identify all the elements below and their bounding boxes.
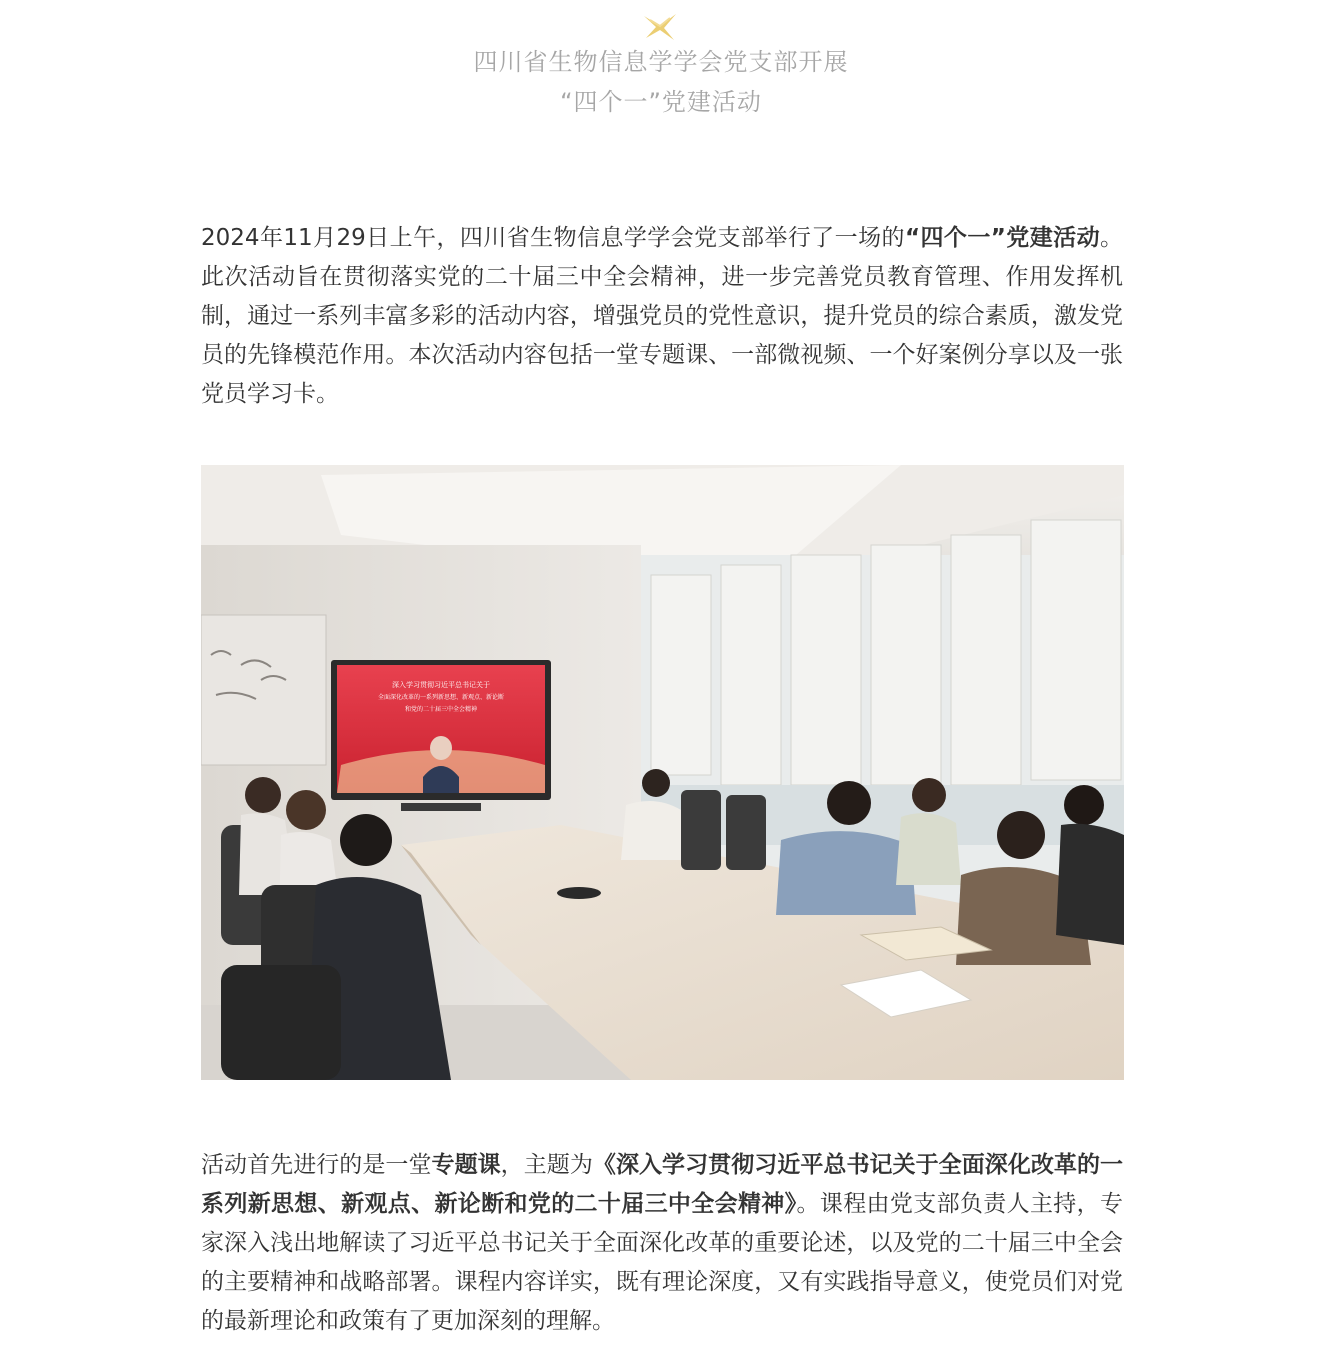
screen-line2: 全面深化改革的一系列新思想、新观点、新论断 <box>377 694 505 701</box>
course-part3: 。课程由党支部负责人主持，专家深入浅出地解读了习近平总书记关于全面深化改革的重要论述，以及党的二十届三中全会的主要精神和战略部署。课程内容详实，既有理论深度，又有实践指导意义，使党员们对党的最新理论和政策有了更加深刻的理解。 <box>201 1191 1124 1334</box>
ornament-icon <box>640 12 680 42</box>
course-bold1: 专题课 <box>431 1152 501 1178</box>
course-paragraph <box>201 1146 1123 1341</box>
screen-line1: 深入学习贯彻习近平总书记关于 <box>392 681 490 689</box>
meeting-photo <box>201 465 1124 1080</box>
course-part2: ，主题为 <box>500 1152 593 1178</box>
intro-rest: 。此次活动旨在贯彻落实党的二十届三中全会精神，进一步完善党员教育管理、作用发挥机制，通过一系列丰富多彩的活动内容，增强党员的党性意识，提升党员的综合素质，激发党员的先锋模范作用。本次活动内容包括一堂专题课、一部微视频、一个好案例分享以及一张党员学习卡。 <box>201 225 1124 407</box>
screen-line3: 和党的二十届三中全会精神 <box>404 706 478 713</box>
intro-paragraph <box>201 219 1123 414</box>
course-part1: 活动首先进行的是一堂 <box>201 1152 432 1178</box>
course-bold2: 《深入学习贯彻习近平总书记关于全面深化改革的一系列新思想、新观点、新论断和党的二十届三中全会精神》 <box>201 1152 1124 1217</box>
intro-bold: “四个一”党建活动 <box>904 225 1101 251</box>
article-title-line2: “四个一”党建活动 <box>560 88 762 116</box>
article-title-line1: 四川省生物信息学学会党支部开展 <box>473 48 849 76</box>
intro-lead: 2024年11月29日上午，四川省生物信息学学会党支部举行了一场的 <box>201 225 905 251</box>
